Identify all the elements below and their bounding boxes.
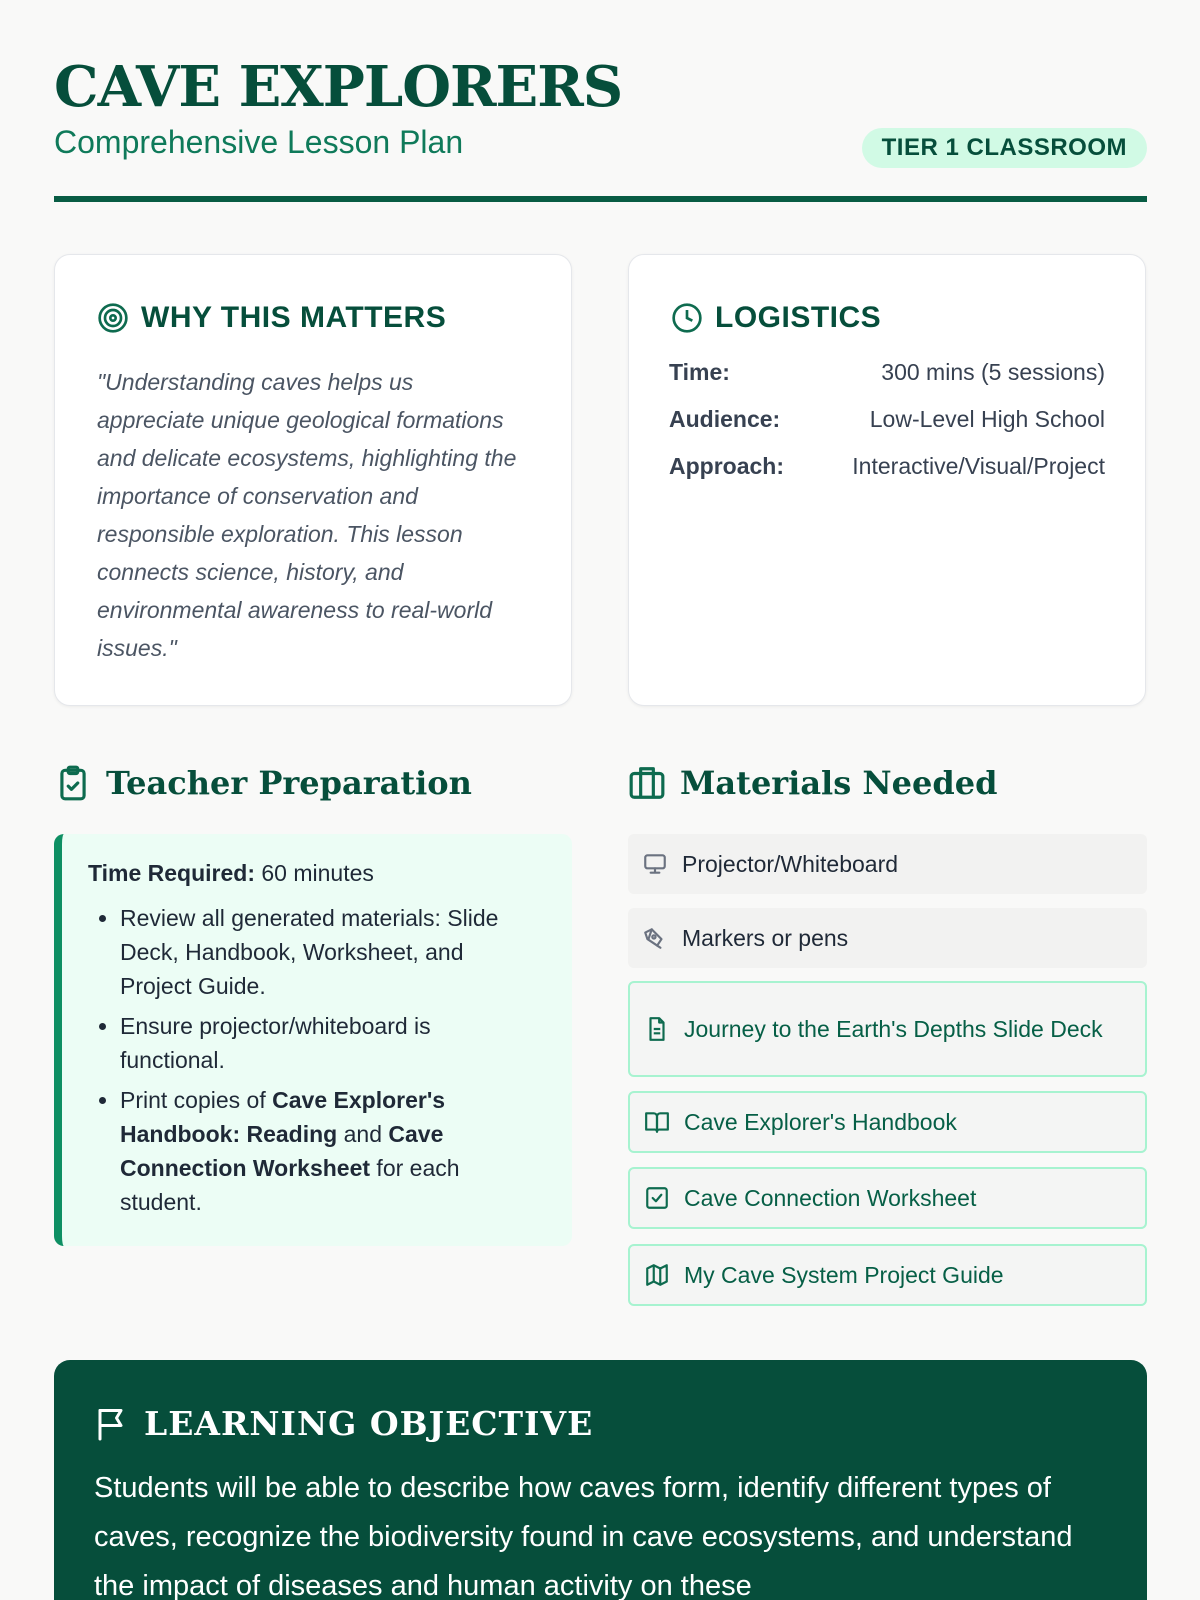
monitor-icon	[642, 851, 668, 877]
objective-text: Students will be able to describe how caves form, identify different types of caves, recognize the biodiversity found in cave ecosystems, and understand the impact of diseases and human activity on these	[94, 1472, 1073, 1600]
prep-box	[54, 834, 572, 1246]
logistics-card	[628, 254, 1146, 706]
material-label: Markers or pens	[682, 925, 849, 951]
clock-icon	[671, 302, 703, 334]
book-open-icon	[644, 1109, 670, 1135]
material-label: Cave Connection Worksheet	[684, 1185, 977, 1211]
logistics-row-approach	[669, 453, 1105, 500]
why-heading-label: WHY THIS MATTERS	[141, 301, 447, 334]
logistics-row-audience	[669, 406, 1105, 453]
materials-heading	[628, 764, 997, 802]
prep-heading-label: Teacher Preparation	[106, 764, 472, 802]
logistics-value: Interactive/Visual/Project	[852, 453, 1105, 479]
prep-item3-mid: and	[337, 1121, 389, 1147]
material-item-project-guide[interactable]	[628, 1244, 1147, 1306]
logistics-list	[669, 359, 1105, 500]
material-item-markers	[628, 908, 1147, 968]
why-quote: "Understanding caves helps us appreciate unique geological formations and delicate ecosystems, highlighting the importance of conservation and responsible exploration. This lesson connects science, history, and environmental awareness to real-world issues."	[97, 369, 517, 661]
material-label: My Cave System Project Guide	[684, 1262, 1004, 1288]
prep-time	[88, 860, 540, 887]
logistics-row-time	[669, 359, 1105, 406]
logistics-heading-label: LOGISTICS	[715, 301, 882, 334]
logistics-key: Audience:	[669, 406, 781, 432]
list-item: • Review all generated materials: Slide Deck, Handbook, Worksheet, and Project Guide.	[120, 901, 540, 1003]
prep-item3-handbook: Cave Explorer's Handbook: Reading	[120, 1087, 446, 1147]
prep-time-label: Time Required:	[88, 860, 255, 886]
logistics-value: 300 mins (5 sessions)	[881, 359, 1105, 385]
material-label: Cave Explorer's Handbook	[684, 1109, 957, 1135]
prep-time-value: 60 minutes	[261, 860, 374, 886]
prep-item3-post: for each student.	[120, 1155, 460, 1215]
learning-objective-box	[54, 1360, 1147, 1600]
logistics-value: Low-Level High School	[869, 406, 1105, 432]
logistics-key: Approach:	[669, 453, 784, 479]
prep-heading	[54, 764, 472, 802]
summary-cards	[54, 254, 1147, 706]
clipboard-check-icon	[54, 764, 92, 802]
briefcase-icon	[628, 764, 666, 802]
list-item: • Ensure projector/whiteboard is functional.	[120, 1009, 540, 1077]
material-item-worksheet[interactable]	[628, 1167, 1147, 1229]
tier-badge: TIER 1 CLASSROOM	[862, 128, 1147, 168]
checkbox-icon	[644, 1185, 670, 1211]
material-item-handbook[interactable]	[628, 1091, 1147, 1153]
prep-list	[88, 901, 540, 1219]
document-icon	[644, 1016, 670, 1042]
objective-heading	[94, 1404, 593, 1443]
materials-heading-label: Materials Needed	[680, 764, 998, 802]
why-card	[54, 254, 572, 706]
why-heading	[97, 301, 446, 335]
pen-icon	[642, 925, 668, 951]
material-label: Journey to the Earth's Depths Slide Deck	[684, 1016, 1103, 1042]
prep-item3-worksheet: Cave Connection Worksheet	[120, 1121, 444, 1181]
prep-item3-pre: Print copies of	[120, 1087, 273, 1113]
list-item	[120, 1083, 540, 1219]
target-icon	[97, 302, 129, 334]
logistics-heading	[671, 301, 881, 335]
logistics-key: Time:	[669, 359, 730, 385]
map-icon	[644, 1262, 670, 1288]
page-title: CAVE EXPLORERS	[54, 54, 623, 120]
page-subtitle: Comprehensive Lesson Plan	[54, 124, 464, 160]
page-header	[54, 0, 1147, 202]
material-item-slide-deck[interactable]	[628, 981, 1147, 1077]
lesson-plan-page	[54, 0, 1147, 1600]
material-item-projector	[628, 834, 1147, 894]
flag-icon	[94, 1406, 130, 1442]
material-label: Projector/Whiteboard	[682, 851, 899, 877]
objective-heading-label: LEARNING OBJECTIVE	[144, 1404, 594, 1443]
